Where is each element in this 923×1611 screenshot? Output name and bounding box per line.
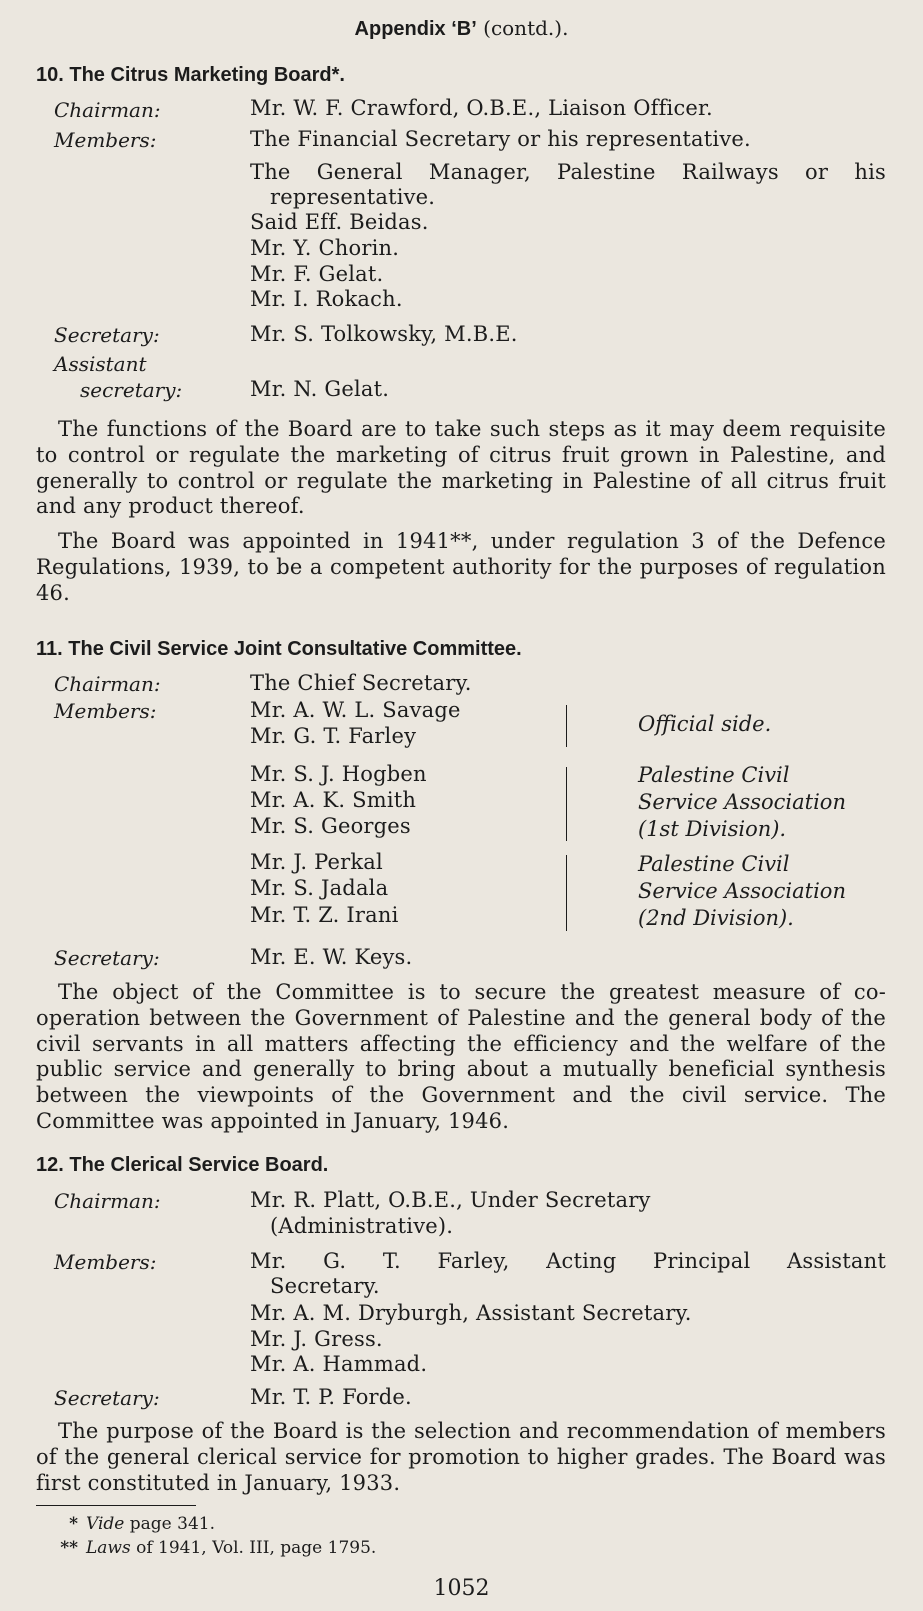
s11-member: Mr. S. J. Hogben <box>250 762 427 786</box>
s12-members-label: Members: <box>54 1250 157 1274</box>
s12-member: Mr. J. Gress. <box>250 1327 383 1351</box>
s11-member: Mr. S. Georges <box>250 814 411 838</box>
s10-member: Mr. I. Rokach. <box>250 287 403 311</box>
s11-secretary-label: Secretary: <box>54 946 160 970</box>
s10-member: Mr. Y. Chorin. <box>250 236 400 260</box>
footnote-mark: ** <box>60 1538 78 1558</box>
s11-secretary: Mr. E. W. Keys. <box>250 945 413 969</box>
section-12-title: 12. The Clerical Service Board. <box>36 1154 329 1176</box>
s12-chairman: Mr. R. Platt, O.B.E., Under Secretary <box>250 1188 651 1212</box>
s10-member: The Financial Secretary or his representative. <box>250 127 751 151</box>
s11-side-1st-line3: (1st Division). <box>638 817 787 841</box>
s10-para1: The functions of the Board are to take such steps as it may deem requisite to control or regulate the marketing of citrus fruit grown in Palestine, and generally to control or regulate the marketing in Palestine of all citrus fruit and any product thereof. <box>36 417 886 519</box>
page-header <box>0 16 923 41</box>
s11-member: Mr. A. K. Smith <box>250 788 417 812</box>
s11-member: Mr. J. Perkal <box>250 850 383 874</box>
footnote-2 <box>54 1538 376 1558</box>
s11-members-label: Members: <box>54 699 157 723</box>
s12-chairman-cont: (Administrative). <box>270 1214 454 1238</box>
footnote-ref: Vide <box>86 1514 125 1534</box>
s11-side-2nd-line2: Service Association <box>638 879 846 903</box>
s12-member: Mr. G. T. Farley, Acting Principal Assistant <box>250 1249 886 1273</box>
header-suffix: (contd.). <box>483 16 569 40</box>
s10-secretary-label: Secretary: <box>54 323 160 347</box>
footnote-ref: Laws <box>86 1538 131 1558</box>
s11-member: Mr. S. Jadala <box>250 876 389 900</box>
footnote-text: of 1941, Vol. III, page 1795. <box>136 1538 377 1558</box>
s12-member: Mr. A. M. Dryburgh, Assistant Secretary. <box>250 1301 692 1325</box>
s10-members-label: Members: <box>54 128 157 152</box>
s11-object-paragraph <box>36 980 886 1135</box>
s11-member: Mr. G. T. Farley <box>250 724 417 748</box>
s10-assistant-label: Assistant <box>54 352 147 376</box>
s11-chairman-label: Chairman: <box>54 672 161 696</box>
s11-member: Mr. A. W. L. Savage <box>250 698 461 722</box>
s11-member: Mr. T. Z. Irani <box>250 903 399 927</box>
s10-secretary: Mr. S. Tolkowsky, M.B.E. <box>250 322 518 346</box>
s11-side-1st-line2: Service Association <box>638 790 846 814</box>
s12-member: Mr. A. Hammad. <box>250 1352 428 1376</box>
s10-member: The General Manager, Palestine Railways or his <box>250 160 886 184</box>
s12-secretary-label: Secretary: <box>54 1386 160 1410</box>
s10-chairman-label: Chairman: <box>54 98 161 122</box>
s10-para2: The Board was appointed in 1941**, under regulation 3 of the Defence Regulations, 1939, to be a competent authority for the purposes of regulation 46. <box>36 529 886 605</box>
section-10-title: 10. The Citrus Marketing Board*. <box>36 64 345 86</box>
footnote-mark: * <box>69 1514 78 1534</box>
section-11-title: 11. The Civil Service Joint Consultative Committee. <box>36 638 522 660</box>
s11-brace-1st-division <box>556 767 567 841</box>
s12-secretary: Mr. T. P. Forde. <box>250 1385 412 1409</box>
header-title: Appendix ‘B’ <box>354 18 477 40</box>
s10-assistant-label-2: secretary: <box>80 378 183 402</box>
s10-chairman: Mr. W. F. Crawford, O.B.E., Liaison Officer. <box>250 96 713 120</box>
s12-para: The purpose of the Board is the selection and recommendation of members of the general clerical service for promotion to higher grades. The Board was first constituted in January, 1933. <box>36 1419 886 1495</box>
s11-brace-2nd-division <box>556 855 567 931</box>
s12-member: Secretary. <box>270 1274 380 1298</box>
s10-appointment-paragraph <box>36 529 886 606</box>
s10-member: representative. <box>270 185 436 209</box>
s12-purpose-paragraph <box>36 1419 886 1496</box>
s11-side-2nd-line3: (2nd Division). <box>638 906 794 930</box>
footnote-text: page 341. <box>129 1514 215 1534</box>
s11-para: The object of the Committee is to secure the greatest measure of co-operation between the Government of Palestine and the general body of the civil servants in all matters affecting the efficiency and the welfare of the public service and generally to bring about a mutually beneficial synthesis between the viewpoints of the Government and the civil service. The Committee was appointed in January, 1946. <box>36 980 886 1133</box>
page-number: 1052 <box>433 1576 490 1601</box>
s11-chairman: The Chief Secretary. <box>250 671 472 695</box>
s10-member: Said Eff. Beidas. <box>250 210 429 234</box>
s11-brace-official <box>556 705 567 747</box>
s11-side-official: Official side. <box>638 712 772 736</box>
s11-side-1st-line1: Palestine Civil <box>638 763 790 787</box>
s10-assistant-secretary: Mr. N. Gelat. <box>250 377 390 401</box>
s10-member: Mr. F. Gelat. <box>250 262 384 286</box>
footnote-rule <box>36 1505 196 1506</box>
s10-functions-paragraph <box>36 417 886 520</box>
footnote-1 <box>54 1514 215 1534</box>
s11-side-2nd-line1: Palestine Civil <box>638 852 790 876</box>
s12-chairman-label: Chairman: <box>54 1189 161 1213</box>
